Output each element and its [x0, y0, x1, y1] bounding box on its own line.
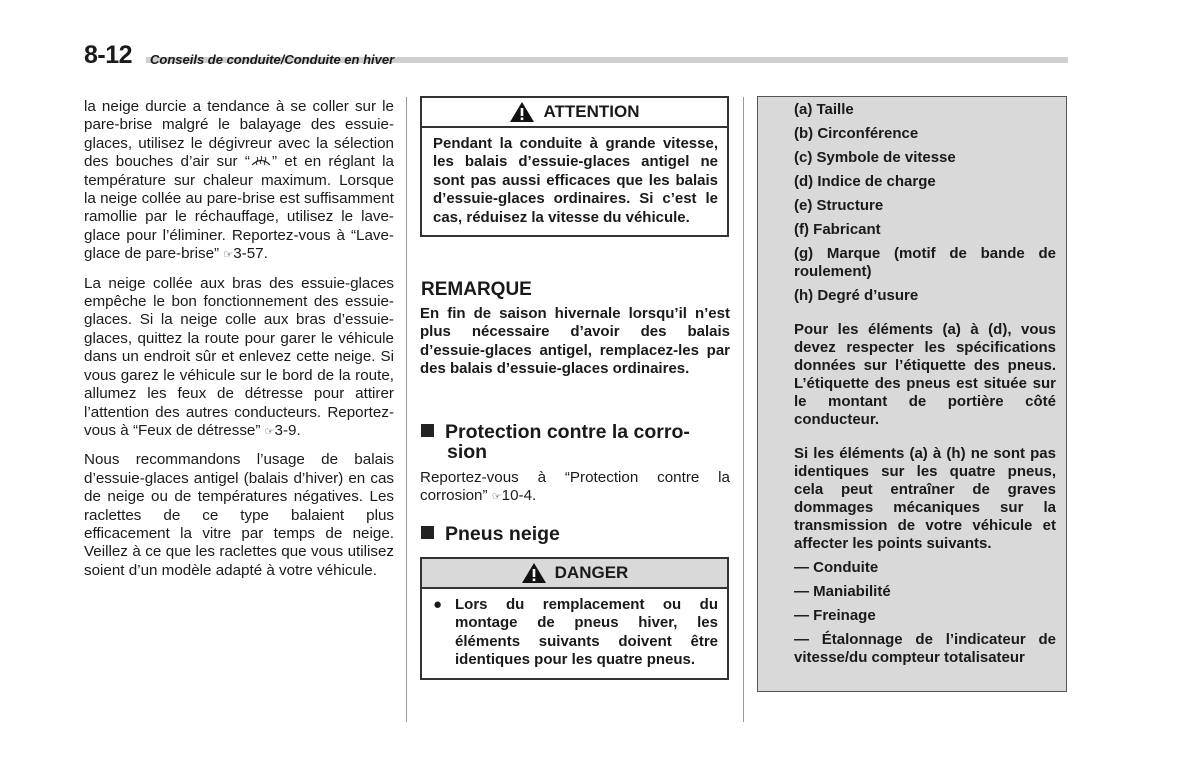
windshield-defroster-icon [250, 154, 272, 167]
paragraph-winter-blades: Nous recommandons l’usage de balais d’essuie-glaces antigel (balais d’hiver) en cas de neige ou de températures négatives. Les raclettes de ce type balaient plus efficacement la vitre par temps de neige. Veillez à ce que les raclettes que vous utilisez soient d’un modèle adapté à votre véhicule. [84, 451, 394, 579]
danger-header: DANGER [422, 559, 727, 589]
list-item: (a) Taille [794, 101, 854, 118]
list-item: (c) Symbole de vitesse [794, 149, 956, 166]
list-item: (d) Indice de charge [794, 173, 936, 190]
list-item: (b) Circonférence [794, 125, 919, 142]
tire-specs-panel [757, 96, 1067, 692]
reference-arrow-icon: ☞ [223, 249, 234, 262]
tire-specs-content [794, 101, 1056, 673]
section-square-icon [421, 526, 434, 539]
danger-box [420, 557, 729, 680]
list-item: (e) Structure [794, 197, 884, 214]
paragraph-wiper-arms: La neige collée aux bras des essuie-glaces empêche le bon fonctionnement des essuie-glaces. Si la neige colle aux bras d’essuie-glaces, quittez la route pour garer le véhicule dans un endroit sûr et enlevez cette neige. Si vous garez le véhicule sur le bord de la route, allumez les feux de détresse pour attirer l’attention des autres conducteurs. Reportez-vous à “Feux de détresse” ☞3-9. [84, 274, 394, 439]
dash-item: — Maniabilité [794, 583, 891, 600]
corrosion-text: Reportez-vous à “Protection contre la corrosion” ☞10-4. [420, 469, 730, 505]
warning-triangle-icon [509, 101, 535, 123]
section-title-snow-tires: Pneus neige [421, 524, 560, 544]
column-divider-left [406, 97, 407, 722]
dash-item: — Conduite [794, 559, 879, 576]
dash-item: — Étalonnage de l’indicateur de vitesse/du compteur totalisateur [794, 631, 1056, 666]
chapter-title: Conseils de conduite/Conduite en hiver [150, 52, 395, 67]
page-number: 8-12 [84, 41, 133, 69]
reference-arrow-icon: ☞ [264, 425, 275, 438]
list-item: (g) Marque (motif de bande de roulement) [794, 245, 1056, 280]
spec-paragraph: Pour les éléments (a) à (d), vous devez respecter les spécifications données sur l’étiquette des pneus. L’étiquette des pneus est située sur le montant de portière côté conducteur. [794, 321, 1056, 428]
section-square-icon [421, 424, 434, 437]
bullet-icon: ● [433, 596, 443, 613]
remarque-text: En fin de saison hivernale lorsqu’il n’est plus nécessaire d’avoir des balais d’essuie-glaces antigel, remplacez-les par des balais d’essuie-glaces ordinaires. [420, 305, 730, 378]
warning-triangle-icon [521, 562, 547, 584]
attention-box [420, 96, 729, 237]
list-item: (h) Degré d’usure [794, 287, 919, 304]
section-title-corrosion: Protection contre la corro- sion [421, 422, 690, 462]
danger-text: ● Lors du remplacement ou du montage de pneus hiver, les éléments suivants doivent être identiques pour les quatre pneus. [433, 596, 718, 669]
dash-item: — Freinage [794, 607, 876, 624]
attention-header: ATTENTION [422, 98, 727, 128]
reference-arrow-icon: ☞ [491, 491, 502, 504]
paragraph-defroster: la neige durcie a tendance à se coller sur le pare-brise malgré le balayage des essuie-glaces, utilisez le dégivreur avec la sélection des bouches d’air sur “ ” et en réglant la température sur chaleur maximum. Lorsque la neige collée au pare-brise est suffisamment ramollie par le réchauffage, utilisez le lave-glace pour l’éliminer. Reportez-vous à “Lave-glace de pare-brise” ☞3-57. [84, 98, 394, 263]
column-divider-right [743, 97, 744, 722]
left-column [84, 98, 394, 590]
remarque-title: REMARQUE [421, 279, 532, 300]
attention-text: Pendant la conduite à grande vitesse, les balais d’essuie-glaces antigel ne sont pas aussi efficaces que les balais d’essuie-glaces ordinaires. Si c’est le cas, réduisez la vitesse du véhicule. [433, 135, 718, 226]
list-item: (f) Fabricant [794, 221, 881, 238]
warning-paragraph: Si les éléments (a) à (h) ne sont pas identiques sur les quatre pneus, cela peut entraîner de graves dommages mécaniques sur la transmission de votre véhicule et affecter les points suivants. [794, 445, 1056, 552]
